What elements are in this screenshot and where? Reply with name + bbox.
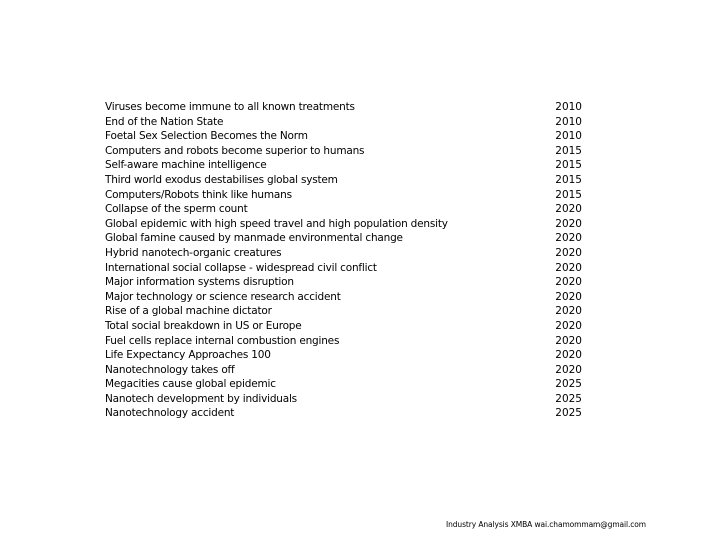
event-label: Life Expectancy Approaches 100 [105,349,271,362]
list-item [105,392,582,407]
list-item [105,115,582,130]
list-item [105,188,582,203]
event-year: 2020 [555,290,582,303]
event-label: Nanotechnology accident [105,407,235,420]
event-label: Major information systems disruption [105,276,294,289]
event-label: Foetal Sex Selection Becomes the Norm [105,130,308,143]
event-year: 2015 [555,188,582,201]
event-label: Third world exodus destabilises global system [105,173,338,186]
event-label: Nanotechnology takes off [105,363,235,376]
list-item [105,275,582,290]
list-item [105,377,582,392]
event-label: Computers and robots become superior to humans [105,144,365,157]
list-item [105,246,582,261]
event-year: 2020 [555,232,582,245]
list-item [105,231,582,246]
event-year: 2015 [555,173,582,186]
event-year: 2015 [555,144,582,157]
event-year: 2020 [555,334,582,347]
list-item [105,304,582,319]
event-label: End of the Nation State [105,115,224,128]
event-label: Rise of a global machine dictator [105,305,272,318]
event-label: Computers/Robots think like humans [105,188,292,201]
list-item [105,202,582,217]
event-year: 2020 [555,261,582,274]
event-label: Hybrid nanotech-organic creatures [105,246,282,259]
event-year: 2025 [555,407,582,420]
event-year: 2020 [555,305,582,318]
event-label: International social collapse - widespread civil conflict [105,261,377,274]
event-label: Megacities cause global epidemic [105,378,276,391]
list-item [105,173,582,188]
event-label: Self-aware machine intelligence [105,159,267,172]
list-item [105,348,582,363]
event-label: Total social breakdown in US or Europe [105,319,302,332]
event-year: 2020 [555,319,582,332]
event-label: Global epidemic with high speed travel and high population density [105,217,448,230]
list-item [105,406,582,421]
event-year: 2010 [555,130,582,143]
list-item [105,261,582,276]
event-label: Nanotech development by individuals [105,392,297,405]
list-item [105,217,582,232]
list-item [105,334,582,349]
event-year: 2015 [555,159,582,172]
list-item [105,158,582,173]
event-year: 2025 [555,378,582,391]
event-label: Fuel cells replace internal combustion engines [105,334,340,347]
event-year: 2020 [555,217,582,230]
event-year: 2025 [555,392,582,405]
event-year: 2020 [555,363,582,376]
list-item [105,144,582,159]
event-list [105,100,582,421]
list-item [105,290,582,305]
event-year: 2020 [555,349,582,362]
list-item [105,129,582,144]
event-label: Collapse of the sperm count [105,203,248,216]
list-item [105,319,582,334]
event-year: 2010 [555,115,582,128]
event-year: 2020 [555,203,582,216]
event-year: 2020 [555,246,582,259]
event-label: Global famine caused by manmade environmental change [105,232,403,245]
event-year: 2020 [555,276,582,289]
event-label: Viruses become immune to all known treatments [105,101,355,113]
list-item [105,100,582,115]
event-label: Major technology or science research accident [105,290,341,303]
list-item [105,363,582,378]
footer-credit: Industry Analysis XMBA wai.chamommam@gmail.com [446,520,646,529]
event-year: 2010 [555,101,582,113]
